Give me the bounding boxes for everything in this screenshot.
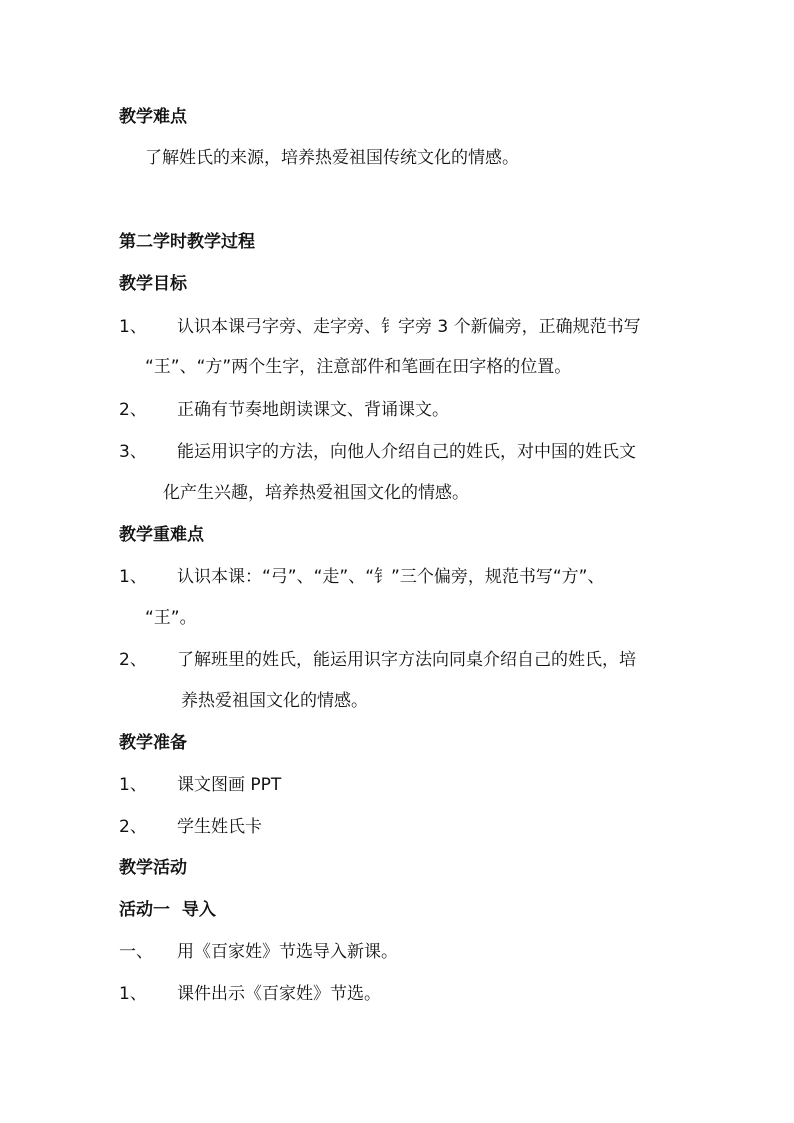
objective-2-line1: 正确有节奏地朗读课文、背诵课文。 bbox=[177, 400, 449, 420]
preparation-1-number: 1、 bbox=[119, 775, 147, 795]
key-point-1-number: 1、 bbox=[119, 567, 147, 587]
objectives-heading: 教学目标 bbox=[119, 274, 187, 294]
sub-step-1-number: 1、 bbox=[119, 984, 147, 1004]
second-lesson-heading: 第二学时教学过程 bbox=[119, 232, 255, 252]
key-point-2-line2: 养热爱祖国文化的情感。 bbox=[181, 691, 368, 711]
key-point-2-number: 2、 bbox=[119, 650, 147, 670]
objective-1-line1: 认识本课弓字旁、走字旁、钅字旁 3 个新偏旁，正确规范书写 bbox=[177, 317, 641, 337]
objective-3-line1: 能运用识字的方法，向他人介绍自己的姓氏，对中国的姓氏文 bbox=[177, 442, 636, 462]
step-1-text: 用《百家姓》节选导入新课。 bbox=[177, 942, 398, 962]
key-point-1-line1: 认识本课：“弓”、“走”、“钅”三个偏旁，规范书写“方”、 bbox=[177, 567, 605, 587]
key-point-2-line1: 了解班里的姓氏，能运用识字方法向同桌介绍自己的姓氏，培 bbox=[177, 650, 636, 670]
key-point-1-line2: “王”。 bbox=[145, 608, 197, 628]
key-points-heading: 教学重难点 bbox=[119, 525, 204, 545]
objective-3-number: 3、 bbox=[119, 442, 147, 462]
objective-2-number: 2、 bbox=[119, 400, 147, 420]
objective-1-line2: “王”、“方”两个生字，注意部件和笔画在田字格的位置。 bbox=[145, 357, 572, 377]
activity-1-heading: 活动一 导入 bbox=[119, 900, 216, 920]
preparation-heading: 教学准备 bbox=[119, 733, 187, 753]
difficulty-heading: 教学难点 bbox=[119, 107, 187, 127]
preparation-2-text: 学生姓氏卡 bbox=[177, 817, 262, 837]
step-1-number: 一、 bbox=[119, 942, 153, 962]
activities-heading: 教学活动 bbox=[119, 858, 187, 878]
difficulty-text: 了解姓氏的来源，培养热爱祖国传统文化的情感。 bbox=[145, 148, 519, 168]
objective-3-line2: 化产生兴趣，培养热爱祖国文化的情感。 bbox=[163, 483, 469, 503]
preparation-1-text: 课文图画 PPT bbox=[177, 775, 282, 795]
preparation-2-number: 2、 bbox=[119, 817, 147, 837]
objective-1-number: 1、 bbox=[119, 317, 147, 337]
sub-step-1-text: 课件出示《百家姓》节选。 bbox=[177, 984, 381, 1004]
